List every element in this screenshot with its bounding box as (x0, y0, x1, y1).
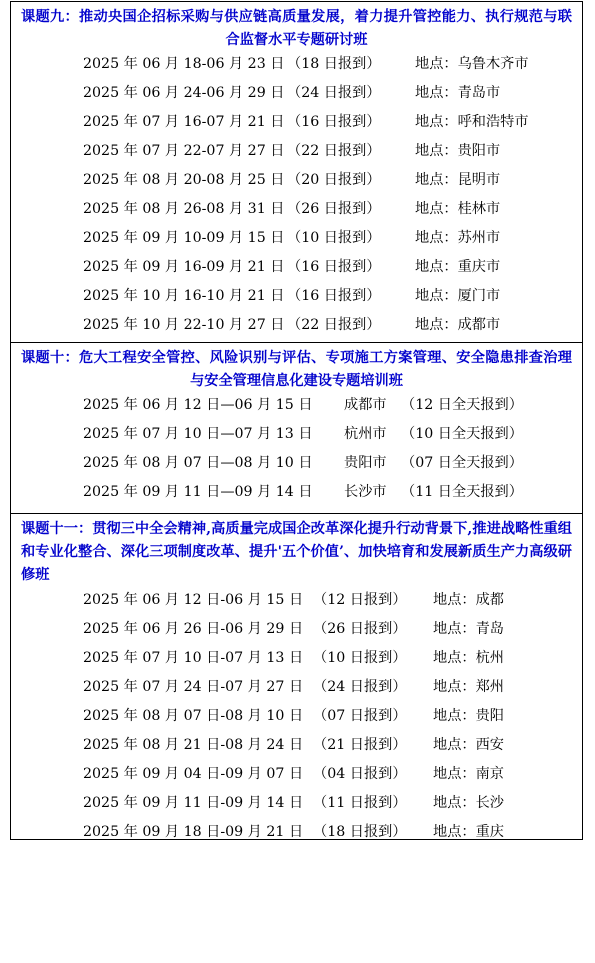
session-date: 2025 年 06 月 24-06 月 29 日 (83, 85, 285, 101)
session-row (11, 108, 529, 137)
session-report: （10 日全天报到） (401, 426, 523, 442)
session-report: （18 日报到） (313, 824, 407, 840)
session-date: 2025 年 08 月 07 日-08 月 10 日 (83, 708, 304, 724)
session-row (11, 224, 501, 253)
session-row (11, 391, 523, 420)
session-place: 杭州市 (344, 426, 387, 442)
session-place: 成都市 (344, 397, 387, 413)
session-row (11, 449, 523, 478)
session-row (11, 253, 501, 282)
session-row (11, 282, 501, 311)
session-report: （07 日报到） (313, 708, 407, 724)
session-report: （21 日报到） (313, 737, 407, 753)
session-report: （24 日报到） (313, 679, 407, 695)
session-place: 地点：杭州 (433, 650, 504, 666)
session-place: 地点：长沙 (433, 795, 504, 811)
session-row (11, 673, 504, 702)
session-report: （26 日报到） (313, 621, 407, 637)
session-row (11, 644, 504, 673)
session-place: 地点：贵阳 (433, 708, 504, 724)
session-date: 2025 年 07 月 22-07 月 27 日 (83, 143, 285, 159)
session-row (11, 137, 501, 166)
session-date: 2025 年 09 月 18 日-09 月 21 日 (83, 824, 304, 840)
session-row (11, 789, 504, 818)
session-row (11, 760, 504, 789)
session-row (11, 50, 529, 79)
session-report: （16 日报到） (287, 114, 381, 130)
session-row (11, 311, 501, 340)
session-report: （11 日全天报到） (401, 484, 523, 500)
session-row (11, 166, 501, 195)
session-report: （20 日报到） (287, 172, 381, 188)
session-place: 地点：重庆 (433, 824, 504, 840)
session-report: （18 日报到） (287, 56, 381, 72)
session-date: 2025 年 07 月 10 日-07 月 13 日 (83, 650, 304, 666)
session-place: 地点：呼和浩特市 (415, 114, 529, 130)
session-date: 2025 年 06 月 12 日—06 月 15 日 (83, 397, 313, 413)
session-date: 2025 年 06 月 12 日-06 月 15 日 (83, 592, 304, 608)
session-date: 2025 年 08 月 26-08 月 31 日 (83, 201, 285, 217)
session-place: 地点：贵阳市 (415, 143, 501, 159)
session-place: 地点：苏州市 (415, 230, 501, 246)
session-place: 地点：青岛 (433, 621, 504, 637)
session-row (11, 615, 504, 644)
session-report: （07 日全天报到） (401, 455, 523, 471)
session-row (11, 79, 501, 108)
session-date: 2025 年 07 月 16-07 月 21 日 (83, 114, 285, 130)
schedule-table (10, 1, 583, 840)
course-title: 课题九：推动央国企招标采购与供应链高质量发展，着力提升管控能力、执行规范与联合监督水平专题研讨班 (21, 9, 572, 48)
session-row (11, 420, 523, 449)
session-date: 2025 年 10 月 16-10 月 21 日 (83, 288, 285, 304)
session-report: （16 日报到） (287, 288, 381, 304)
session-date: 2025 年 07 月 24 日-07 月 27 日 (83, 679, 304, 695)
session-place: 地点：厦门市 (415, 288, 501, 304)
session-place: 地点：成都 (433, 592, 504, 608)
session-row (11, 818, 504, 847)
session-date: 2025 年 08 月 21 日-08 月 24 日 (83, 737, 304, 753)
session-row (11, 195, 501, 224)
course-section-10 (11, 342, 582, 514)
session-report: （04 日报到） (313, 766, 407, 782)
session-place: 地点：重庆市 (415, 259, 501, 275)
session-date: 2025 年 09 月 16-09 月 21 日 (83, 259, 285, 275)
session-date: 2025 年 09 月 11 日—09 月 14 日 (83, 484, 313, 500)
session-date: 2025 年 09 月 10-09 月 15 日 (83, 230, 285, 246)
session-report: （10 日报到） (287, 230, 381, 246)
session-date: 2025 年 06 月 18-06 月 23 日 (83, 56, 285, 72)
session-row (11, 586, 504, 615)
session-row (11, 702, 504, 731)
session-report: （22 日报到） (287, 143, 381, 159)
session-date: 2025 年 07 月 10 日—07 月 13 日 (83, 426, 313, 442)
session-report: （26 日报到） (287, 201, 381, 217)
course-title: 课题十：危大工程安全管控、风险识别与评估、专项施工方案管理、安全隐患排查治理与安全管理信息化建设专题培训班 (21, 350, 572, 389)
session-place: 地点：桂林市 (415, 201, 501, 217)
session-report: （10 日报到） (313, 650, 407, 666)
session-report: （24 日报到） (287, 85, 381, 101)
session-place: 地点：西安 (433, 737, 504, 753)
session-report: （16 日报到） (287, 259, 381, 275)
session-report: （12 日全天报到） (401, 397, 523, 413)
session-date: 2025 年 08 月 07 日—08 月 10 日 (83, 455, 313, 471)
session-place: 地点：乌鲁木齐市 (415, 56, 529, 72)
session-place: 地点：郑州 (433, 679, 504, 695)
session-date: 2025 年 08 月 20-08 月 25 日 (83, 172, 285, 188)
session-date: 2025 年 10 月 22-10 月 27 日 (83, 317, 285, 333)
session-report: （11 日报到） (313, 795, 407, 811)
session-place: 贵阳市 (344, 455, 387, 471)
course-section-11 (11, 513, 582, 840)
session-report: （22 日报到） (287, 317, 381, 333)
course-title: 课题十一：贯彻三中全会精神,高质量完成国企改革深化提升行动背景下,推进战略性重组和专业化整合、深化三项制度改革、提升'五个价值’、加快培育和发展新质生产力高级研修班 (21, 521, 572, 583)
session-row (11, 478, 523, 507)
session-report: （12 日报到） (313, 592, 407, 608)
session-place: 地点：青岛市 (415, 85, 501, 101)
session-row (11, 731, 504, 760)
session-date: 2025 年 09 月 04 日-09 月 07 日 (83, 766, 304, 782)
session-place: 地点：成都市 (415, 317, 501, 333)
session-place: 地点：南京 (433, 766, 504, 782)
session-place: 地点：昆明市 (415, 172, 501, 188)
session-place: 长沙市 (344, 484, 387, 500)
session-date: 2025 年 06 月 26 日-06 月 29 日 (83, 621, 304, 637)
course-section-9 (11, 2, 582, 342)
session-date: 2025 年 09 月 11 日-09 月 14 日 (83, 795, 304, 811)
